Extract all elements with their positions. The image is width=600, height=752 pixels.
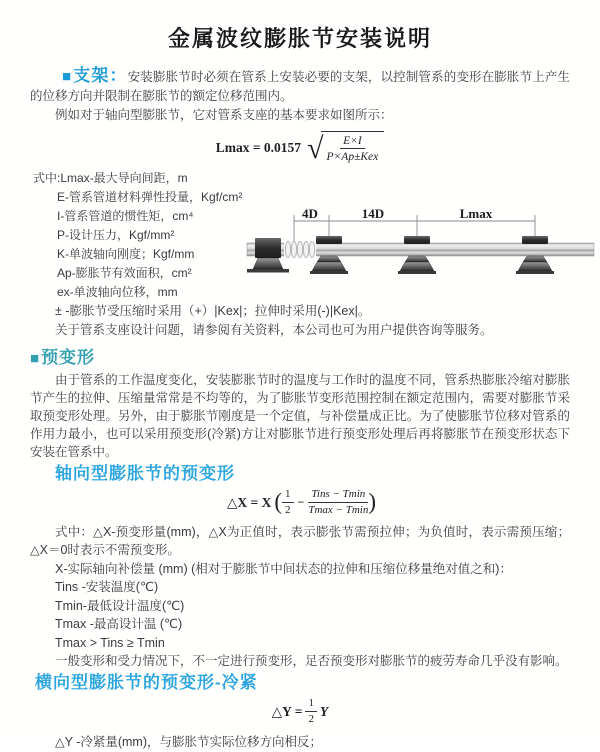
fraction-denominator: 2 — [285, 503, 291, 516]
axial-preform-formula — [30, 487, 570, 519]
axial-subheading: 轴向型膨胀节的预变形 — [55, 463, 235, 483]
minus-sign: − — [297, 495, 305, 510]
support-para1-text: 安装膨胀节时必须在管系上安装必要的支架，以控制管系的变形在膨胀节上产生的位移方向并限制在膨胀节的额定位移范围内。 — [30, 70, 570, 103]
support-heading-label: 支架： — [73, 66, 128, 85]
definition-line: ex-单波轴向位移，mm — [57, 284, 178, 299]
definition-line: E-管系管道材料弹性投量，Kgf/cm² — [57, 189, 243, 204]
axial-variable-list — [55, 560, 570, 671]
support-section-heading — [62, 66, 128, 85]
service-note: 关于管系支座设计问题，请参阅有关资料，本公司也可为用户提供咨询等服务。 — [55, 322, 493, 337]
definition-line: P-设计压力，Kgf/mm² — [57, 227, 175, 242]
dim-label-lmax: Lmax — [459, 205, 493, 221]
fraction-denominator: P×Ap±Kex — [326, 151, 379, 164]
sqrt-content — [321, 131, 385, 165]
lmax-formula-lhs: Lmax = 0.0157 — [215, 139, 302, 155]
fraction-numerator: Tins − Tmin — [308, 488, 368, 503]
close-paren: ) — [368, 489, 376, 515]
variable-line: Tmax > Tins ≥ Tmin — [55, 635, 165, 650]
dim-label-14d: 14D — [361, 205, 385, 221]
section-bullet-icon: ■ — [30, 349, 41, 367]
preform-heading-label: 预变形 — [41, 347, 96, 367]
fraction-denominator: 2 — [308, 712, 314, 725]
lmax-fraction — [327, 134, 379, 165]
fraction-numerator: 1 — [282, 488, 294, 503]
preform-section-heading — [30, 347, 570, 370]
fraction-denominator: Tmax − Tmin — [308, 503, 369, 516]
bellows-icon — [284, 241, 316, 257]
lateral-formula-lhs: △Y = — [271, 703, 303, 719]
variable-line: Tmin-最低设计温度(℃) — [55, 598, 185, 613]
radical-sign-icon: √ — [307, 131, 324, 165]
kex-sign-note: ± -膨胀节受压缩时采用（+）|Kex|；拉伸时采用(-)|Kex|。 — [55, 303, 371, 318]
temperature-fraction — [308, 488, 368, 518]
formula-definitions — [30, 169, 570, 302]
variable-line: 一般变形和受力情况下，不一定进行预变形，足否预变形对膨胀节的疲劳寿命几乎没有影响。 — [55, 654, 568, 669]
dim-label-4d: 4D — [302, 205, 318, 221]
lateral-formula-rhs: Y — [319, 703, 329, 719]
lateral-note: △Y -冷紧量(mm)，与膨胀节实际位移方向相反； — [55, 734, 323, 749]
lateral-subheading: 横向型膨胀节的预变形-冷紧 — [35, 672, 258, 692]
open-paren: ( — [274, 489, 282, 515]
half-fraction — [305, 697, 317, 727]
definition-line: I-管系管道的惯性矩，cm⁴ — [57, 208, 194, 223]
page-title: 金属波纹膨胀节安装说明 — [167, 26, 432, 51]
definition-line: K-单波轴向刚度；Kgf/mm — [57, 246, 195, 261]
fraction-numerator: E×I — [340, 134, 365, 149]
axial-formula-lhs: △X = X — [227, 494, 272, 510]
lateral-preform-formula — [30, 699, 570, 725]
support-intro-paragraph — [30, 66, 570, 106]
sqrt-radical — [307, 131, 384, 165]
section-bullet-icon: ■ — [62, 68, 73, 85]
pipe-support-diagram — [242, 205, 597, 305]
fraction-numerator: 1 — [305, 697, 317, 712]
variable-line: Tmax -最高设计温 (℃) — [55, 617, 183, 632]
half-fraction — [282, 488, 294, 518]
preform-paragraph: 由于管系的工作温度变化，安装膨胀节时的温度与工作时的温度不同，管系热膨胀冷缩对膨胀节产生的拉伸、压缩量常常是不均等的，为了膨胀节变形范围控制在额定范围内，需要对膨胀节采取预变形处理。另外，由于膨胀节刚度是一个定值，与补偿量成正比。为了使膨胀节位移对管系的作用力最小，也可以采用预变形(冷紧)方让对膨胀节进行预变形处理后再将膨胀节在预变形状态下安装在管系中。 — [30, 372, 570, 459]
axial-formula-legend: 式中：△X-预变形量(mm)，△X为正值时，表示膨张节需预拉伸；为负值时，表示需预压缩；△X＝0时表示不需预变形。 — [30, 524, 570, 558]
definition-line: 式中:Lmax-最大导向间距，m — [33, 170, 188, 185]
lmax-formula — [30, 131, 570, 165]
variable-line: X-实际轴向补偿量 (mm) (相对于膨胀节中间状态的拉伸和压缩位移量绝对值之和)： — [55, 561, 512, 576]
definition-line: Ap-膨胀节有效面积，cm² — [57, 265, 192, 280]
variable-line: Tins -安装温度(℃) — [55, 580, 159, 595]
support-para2: 例如对于轴向型膨胀节，它对管系支座的基本要求如图所示： — [55, 108, 393, 122]
